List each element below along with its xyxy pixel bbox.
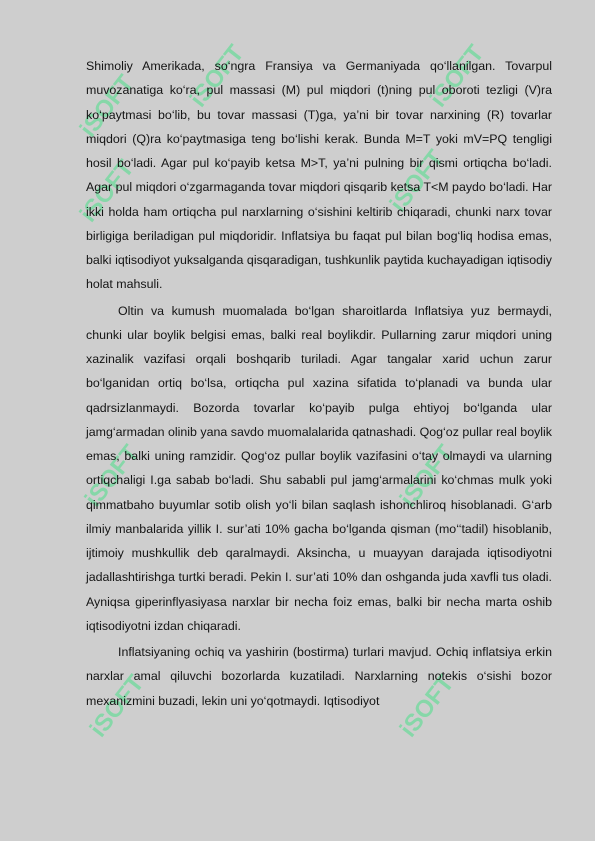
paragraph: Oltin va kumush muomalada bo‘lgan sharoitlarda Inflatsiya yuz bermaydi, chunki ular boylik belgisi emas, balki real boylikdir. Pullarning zarur miqdori uning xazinalik vazifasi orqali boshqarib turiladi. Agar tangalar xarid uchun zarur bo‘lganidan ortiq bo‘lsa, ortiqcha pul xazina sifatida to‘planadi va bunda ular qadrsizlanmaydi. Bozorda tovarlar ko‘payib pulga ehtiyoj bo‘lganda ular jamg‘armadan olinib yana savdo muomalalarida qatnashadi. Qog‘oz pullar real boylik emas, balki uning ramzidir. Qog‘oz pullar boylik vazifasini o‘tay olmaydi va ularning ortiqchaligi I.ga sabab bo‘ladi. Shu sababli pul jamg‘armalarini ko‘chmas mulk yoki qimmatbaho buyumlar sotib olish yo‘li bilan saqlash ishonchliroq hisoblanadi. G‘arb ilmiy manbalarida yillik I. sur’ati 10% gacha bo‘lganda qisman (mo‘‘tadil) hisoblanib, ijtimoiy mushkullik deb qaralmaydi. Aksincha, u muayyan darajada iqtisodiyotni jadallashtirishga turtki beradi. Pekin I. sur’ati 10% dan oshganda juda xavfli tus oladi. Ayniqsa giperinflyasiyasa narxlar bir necha foiz emas, balki bir necha marta oshib iqtisodiyotni izdan chiqaradi. [86,303,552,633]
svg-text:iSOFT: iSOFT [394,670,460,742]
svg-text:iSOFT: iSOFT [79,440,145,512]
paragraph: Inflatsiyaning ochiq va yashirin (bostirma) turlari mavjud. Ochiq inflatsiya erkin narxlar amal qiluvchi bozorlarda kuzatiladi. Narxlarning notekis o‘sishi bozor mexanizmini buzadi, lekin uni yo‘qotmaydi. Iqtisodiyot [86,645,552,708]
svg-text:iSOFT: iSOFT [394,440,460,512]
svg-text:iSOFT: iSOFT [424,40,490,112]
svg-text:iSOFT: iSOFT [184,40,250,112]
svg-text:iSOFT: iSOFT [384,145,450,217]
svg-text:iSOFT: iSOFT [74,70,140,142]
paragraph: Shimoliy Amerikada, so‘ngra Fransiya va Germaniyada qo‘llanilgan. Tovarpul muvozanatiga ko‘ra, pul massasi (M) pul miqdori (t)ning pul oboroti tezligi (V)ra ko‘paytmasi bo‘lib, bu tovar massasi (T)ga, ya’ni bir tovar narxining (R) tovarlar miqdori (Q)ra ko‘paytmasiga teng bo‘lishi kerak. Bunda M=T yoki mV=PQ tengligi hosil bo‘ladi. Agar pul ko‘payib ketsa M>T, ya’ni pulning bir qismi ortiqcha bo‘ladi. Agar pul miqdori o‘zgarmaganda tovar miqdori qisqarib ketsa T<M paydo bo‘ladi. Har ikki holda ham ortiqcha pul narxlarning o‘sishini keltirib chiqaradi, chunki narx tovar birligiga beriladigan pul miqdoridir. Inflatsiya bu faqat pul bilan bog‘liq hodisa emas, balki iqtisodiyot yuksalganda qisqaradigan, tushkunlik paytida kuchayadigan iqtisodiy holat mahsuli. [86,59,552,292]
document-body [86,54,552,713]
svg-text:iSOFT: iSOFT [74,155,140,227]
svg-text:iSOFT: iSOFT [84,670,150,742]
